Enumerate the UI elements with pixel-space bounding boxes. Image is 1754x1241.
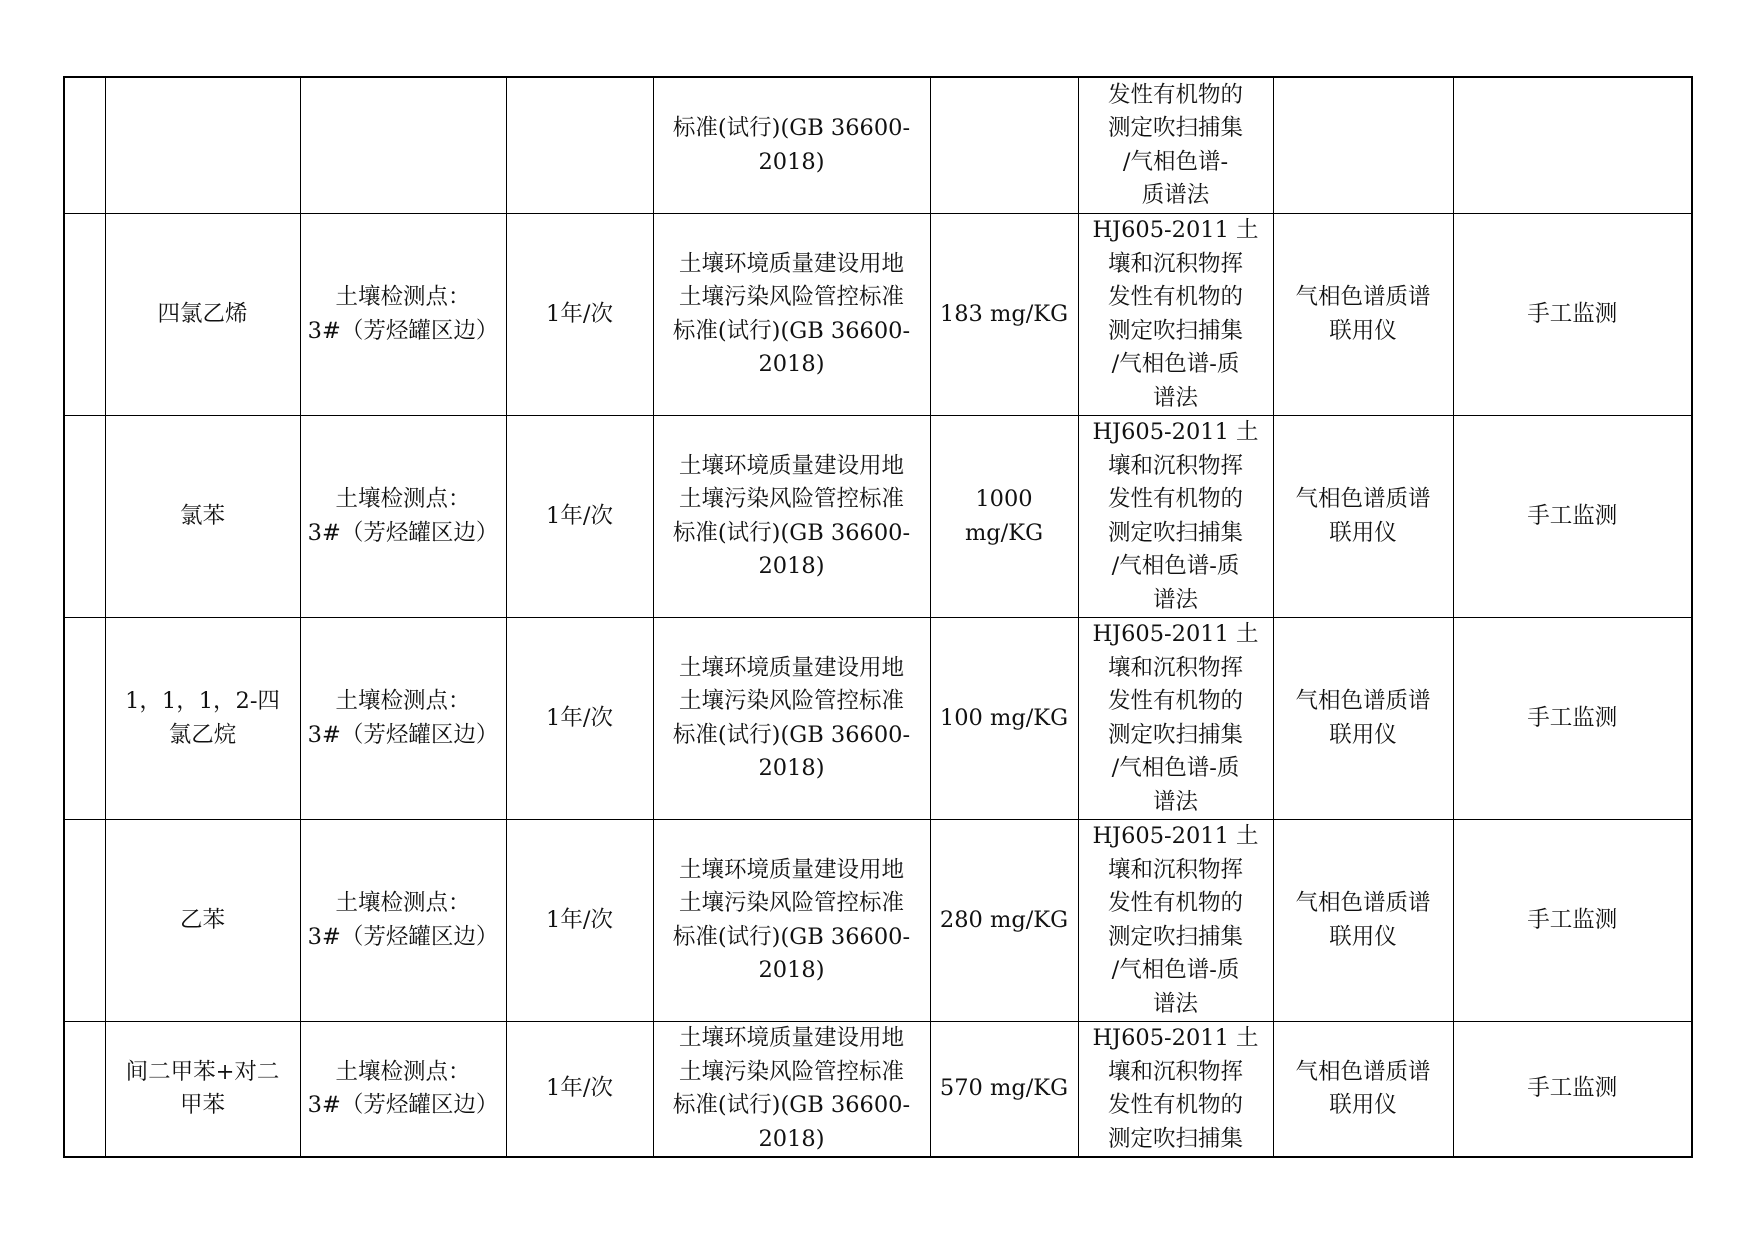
pollutant-line: 1，1，1，2-四 [125,688,280,714]
standard-line: 2018) [758,1125,825,1152]
frequency-cell: 1年/次 [506,820,653,1022]
location-line: 3#（芳烃罐区边） [307,1092,499,1118]
method-line: 壤和沉积物挥 [1107,1058,1243,1085]
method-line: 谱法 [1152,788,1198,815]
location-cell [300,416,506,618]
pollutant-line: 间二甲苯+对二 [125,1058,280,1085]
standard-line: 2018) [758,553,825,579]
limit-cell [930,77,1078,214]
serial-cell [64,77,105,214]
instrument-cell [1273,214,1453,416]
pollutant-line: 四氯乙烯 [157,300,248,327]
pollutant-cell [105,77,300,214]
location-line: 3#（芳烃罐区边） [307,923,499,950]
standard-line: 2018) [758,957,825,983]
table-row [64,618,1692,820]
method-line: 测定吹扫捕集 [1107,923,1243,950]
monitoring-table [63,76,1693,1158]
method-line: HJ605-2011 土 [1092,217,1259,243]
method-line: 质谱法 [1141,182,1210,208]
location-line: 土壤检测点： [335,284,471,310]
standard-line: 标准(试行)(GB 36600- [672,317,911,344]
location-line: 土壤检测点： [335,1058,471,1085]
pollutant-cell [105,820,300,1022]
method-cell [1078,214,1273,416]
serial-cell [64,214,105,416]
instrument-line: 联用仪 [1329,1092,1397,1118]
method-cell [1078,1022,1273,1158]
serial-cell [64,820,105,1022]
method-line: 发性有机物的 [1107,1092,1243,1118]
serial-cell [64,416,105,618]
standard-line: 标准(试行)(GB 36600- [672,1092,911,1118]
location-cell [300,77,506,214]
method-line: 发性有机物的 [1107,81,1243,108]
method-line: /气相色谱-质 [1111,351,1240,377]
method-line: 发性有机物的 [1107,890,1243,916]
pollutant-cell [105,1022,300,1158]
method-line: 谱法 [1152,384,1198,411]
location-cell [300,618,506,820]
method-line: 测定吹扫捕集 [1107,721,1243,748]
standard-line: 土壤污染风险管控标准 [678,1058,904,1085]
method-line: 壤和沉积物挥 [1107,250,1243,277]
limit-line: mg/KG [964,519,1044,546]
mode-cell: 手工监测 [1453,820,1692,1022]
frequency-cell: 1年/次 [506,618,653,820]
method-line: 谱法 [1152,586,1198,613]
instrument-cell [1273,820,1453,1022]
standard-cell [653,77,930,214]
pollutant-cell [105,618,300,820]
limit-cell [930,1022,1078,1158]
standard-line: 2018) [758,351,825,377]
mode-cell: 手工监测 [1453,618,1692,820]
mode-cell: 手工监测 [1453,416,1692,618]
method-line: 发性有机物的 [1107,688,1243,714]
standard-cell [653,618,930,820]
standard-cell [653,820,930,1022]
standard-cell [653,214,930,416]
standard-line: 标准(试行)(GB 36600- [672,115,911,141]
method-line: HJ605-2011 土 [1092,1025,1259,1051]
location-cell [300,1022,506,1158]
method-line: HJ605-2011 土 [1092,419,1259,445]
method-line: 测定吹扫捕集 [1107,519,1243,546]
method-line: 测定吹扫捕集 [1107,1125,1243,1152]
frequency-cell: 1年/次 [506,416,653,618]
table-row [64,820,1692,1022]
standard-line: 土壤污染风险管控标准 [678,688,904,714]
method-line: /气相色谱-质 [1111,755,1240,781]
method-line: HJ605-2011 土 [1092,823,1259,849]
frequency-cell [506,77,653,214]
method-line: 壤和沉积物挥 [1107,654,1243,681]
method-line: 发性有机物的 [1107,284,1243,310]
mode-cell: 手工监测 [1453,214,1692,416]
location-line: 3#（芳烃罐区边） [307,519,499,546]
method-cell [1078,618,1273,820]
frequency-cell: 1年/次 [506,1022,653,1158]
instrument-line: 联用仪 [1329,317,1397,344]
method-line: /气相色谱-质 [1111,957,1240,983]
instrument-line: 联用仪 [1329,923,1397,950]
limit-line: 1000 [975,486,1033,512]
mode-cell: 手工监测 [1453,1022,1692,1158]
instrument-line: 气相色谱质谱 [1295,486,1431,512]
instrument-cell [1273,618,1453,820]
method-cell [1078,820,1273,1022]
frequency-cell: 1年/次 [506,214,653,416]
table-row [64,416,1692,618]
method-line: /气相色谱-质 [1111,553,1240,579]
pollutant-cell [105,214,300,416]
standard-line: 土壤环境质量建设用地 [678,856,904,883]
standard-line: 土壤污染风险管控标准 [678,486,904,512]
standard-cell [653,1022,930,1158]
pollutant-cell [105,416,300,618]
limit-cell [930,618,1078,820]
method-line: HJ605-2011 土 [1092,621,1259,647]
method-line: 壤和沉积物挥 [1107,856,1243,883]
limit-line: 570 mg/KG [939,1075,1069,1102]
mode-cell [1453,77,1692,214]
method-cell [1078,77,1273,214]
location-line: 土壤检测点： [335,486,471,512]
pollutant-line: 氯乙烷 [168,721,237,748]
instrument-line: 气相色谱质谱 [1295,1058,1431,1085]
location-cell [300,214,506,416]
limit-cell [930,820,1078,1022]
instrument-line: 联用仪 [1329,721,1397,748]
instrument-line: 联用仪 [1329,519,1397,546]
method-cell [1078,416,1273,618]
standard-line: 2018) [758,755,825,781]
standard-line: 土壤环境质量建设用地 [678,250,904,277]
limit-cell [930,416,1078,618]
limit-line: 183 mg/KG [939,300,1069,327]
pollutant-line: 甲苯 [179,1092,225,1118]
pollutant-line: 氯苯 [179,502,225,529]
standard-line: 土壤污染风险管控标准 [678,284,904,310]
method-line: /气相色谱- [1122,148,1229,175]
limit-line: 100 mg/KG [939,704,1069,731]
location-line: 土壤检测点： [335,890,471,916]
limit-cell [930,214,1078,416]
method-line: 发性有机物的 [1107,486,1243,512]
standard-line: 土壤污染风险管控标准 [678,890,904,916]
instrument-cell [1273,1022,1453,1158]
instrument-line: 气相色谱质谱 [1295,284,1431,310]
standard-line: 土壤环境质量建设用地 [678,1025,904,1051]
standard-line: 标准(试行)(GB 36600- [672,721,911,748]
standard-line: 2018) [758,148,825,175]
limit-line: 280 mg/KG [939,906,1069,933]
instrument-line: 气相色谱质谱 [1295,890,1431,916]
method-line: 谱法 [1152,990,1198,1017]
instrument-cell [1273,416,1453,618]
instrument-cell [1273,77,1453,214]
standard-cell [653,416,930,618]
location-line: 3#（芳烃罐区边） [307,317,499,344]
method-line: 测定吹扫捕集 [1107,115,1243,141]
location-cell [300,820,506,1022]
serial-cell [64,618,105,820]
table-row [64,77,1692,214]
serial-cell [64,1022,105,1158]
standard-line: 标准(试行)(GB 36600- [672,923,911,950]
method-line: 壤和沉积物挥 [1107,452,1243,479]
location-line: 3#（芳烃罐区边） [307,721,499,748]
table-row [64,1022,1692,1158]
standard-line: 土壤环境质量建设用地 [678,452,904,479]
method-line: 测定吹扫捕集 [1107,317,1243,344]
location-line: 土壤检测点： [335,688,471,714]
instrument-line: 气相色谱质谱 [1295,688,1431,714]
table-row [64,214,1692,416]
standard-line: 标准(试行)(GB 36600- [672,519,911,546]
standard-line: 土壤环境质量建设用地 [678,654,904,681]
pollutant-line: 乙苯 [179,906,225,933]
